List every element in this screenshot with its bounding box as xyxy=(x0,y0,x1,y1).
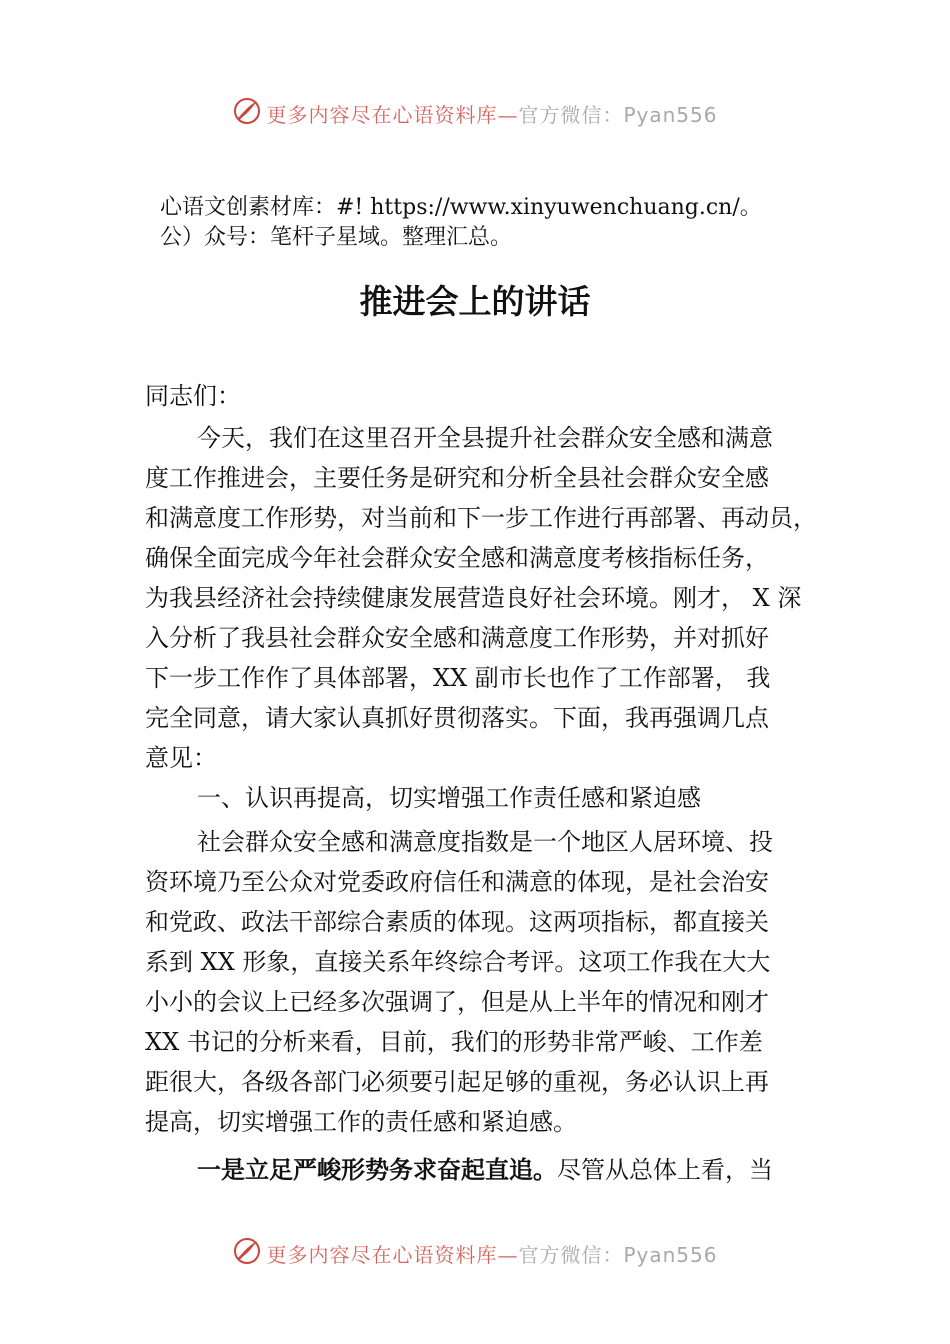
paragraph-line: 确保全面完成今年社会群众安全感和满意度考核指标任务， xyxy=(145,544,769,572)
paragraph-line: 和党政、政法干部综合素质的体现。这两项指标，都直接关 xyxy=(145,908,769,936)
paragraph-line: 小小的会议上已经多次强调了，但是从上半年的情况和刚才 xyxy=(145,988,769,1016)
source-line: 心语文创素材库：#! https://www.xinyuwenchuang.cn/。 xyxy=(160,195,762,220)
paragraph-line: 下一步工作作了具体部署，XX 副市长也作了工作部署， 我 xyxy=(145,664,771,692)
document-title: 推进会上的讲话 xyxy=(359,282,591,321)
source-line: 公）众号：笔杆子星域。整理汇总。 xyxy=(160,225,513,250)
point-text: 尽管从总体上看，当 xyxy=(557,1156,773,1184)
paragraph-line: 完全同意，请大家认真抓好贯彻落实。下面，我再强调几点 xyxy=(145,704,769,732)
paragraph-line: 今天，我们在这里召开全县提升社会群众安全感和满意 xyxy=(197,424,773,452)
paragraph-line: 度工作推进会，主要任务是研究和分析全县社会群众安全感 xyxy=(145,464,769,492)
paragraph-line: XX 书记的分析来看，目前，我们的形势非常严峻、工作差 xyxy=(145,1028,763,1056)
paragraph-line: 为我县经济社会持续健康发展营造良好社会环境。刚才， X 深 xyxy=(145,584,802,612)
paragraph-line: 提高，切实增强工作的责任感和紧迫感。 xyxy=(145,1108,577,1136)
paragraph-line: 和满意度工作形势，对当前和下一步工作进行再部署、再动员， xyxy=(145,504,817,532)
paragraph-line: 社会群众安全感和满意度指数是一个地区人居环境、投 xyxy=(197,828,773,856)
source-note xyxy=(160,193,860,253)
watermark-footer xyxy=(0,1236,950,1271)
paragraph-line: 资环境乃至公众对党委政府信任和满意的体现，是社会治安 xyxy=(145,868,769,896)
paragraph-line: 距很大，各级各部门必须要引起足够的重视，务必认识上再 xyxy=(145,1068,769,1096)
quill-logo-icon xyxy=(232,1236,262,1271)
quill-logo-icon xyxy=(232,96,262,131)
salutation: 同志们： xyxy=(145,382,241,410)
point-bold-lead: 一是立足严峻形势务求奋起直追。 xyxy=(197,1156,557,1184)
watermark-sub-text: 官方微信：Pyan556 xyxy=(518,1243,718,1267)
paragraph-line: 系到 XX 形象，直接关系年终综合考评。这项工作我在大大 xyxy=(145,948,771,976)
watermark-main-text: 更多内容尽在心语资料库— xyxy=(266,1243,519,1267)
paragraph-line: 入分析了我县社会群众安全感和满意度工作形势，并对抓好 xyxy=(145,624,769,652)
watermark-main-text: 更多内容尽在心语资料库— xyxy=(266,103,519,127)
section-heading: 一、认识再提高，切实增强工作责任感和紧迫感 xyxy=(197,784,701,812)
point-line xyxy=(197,1150,773,1185)
watermark-header xyxy=(0,96,950,131)
paragraph-line: 意见： xyxy=(145,744,217,772)
watermark-sub-text: 官方微信：Pyan556 xyxy=(518,103,718,127)
